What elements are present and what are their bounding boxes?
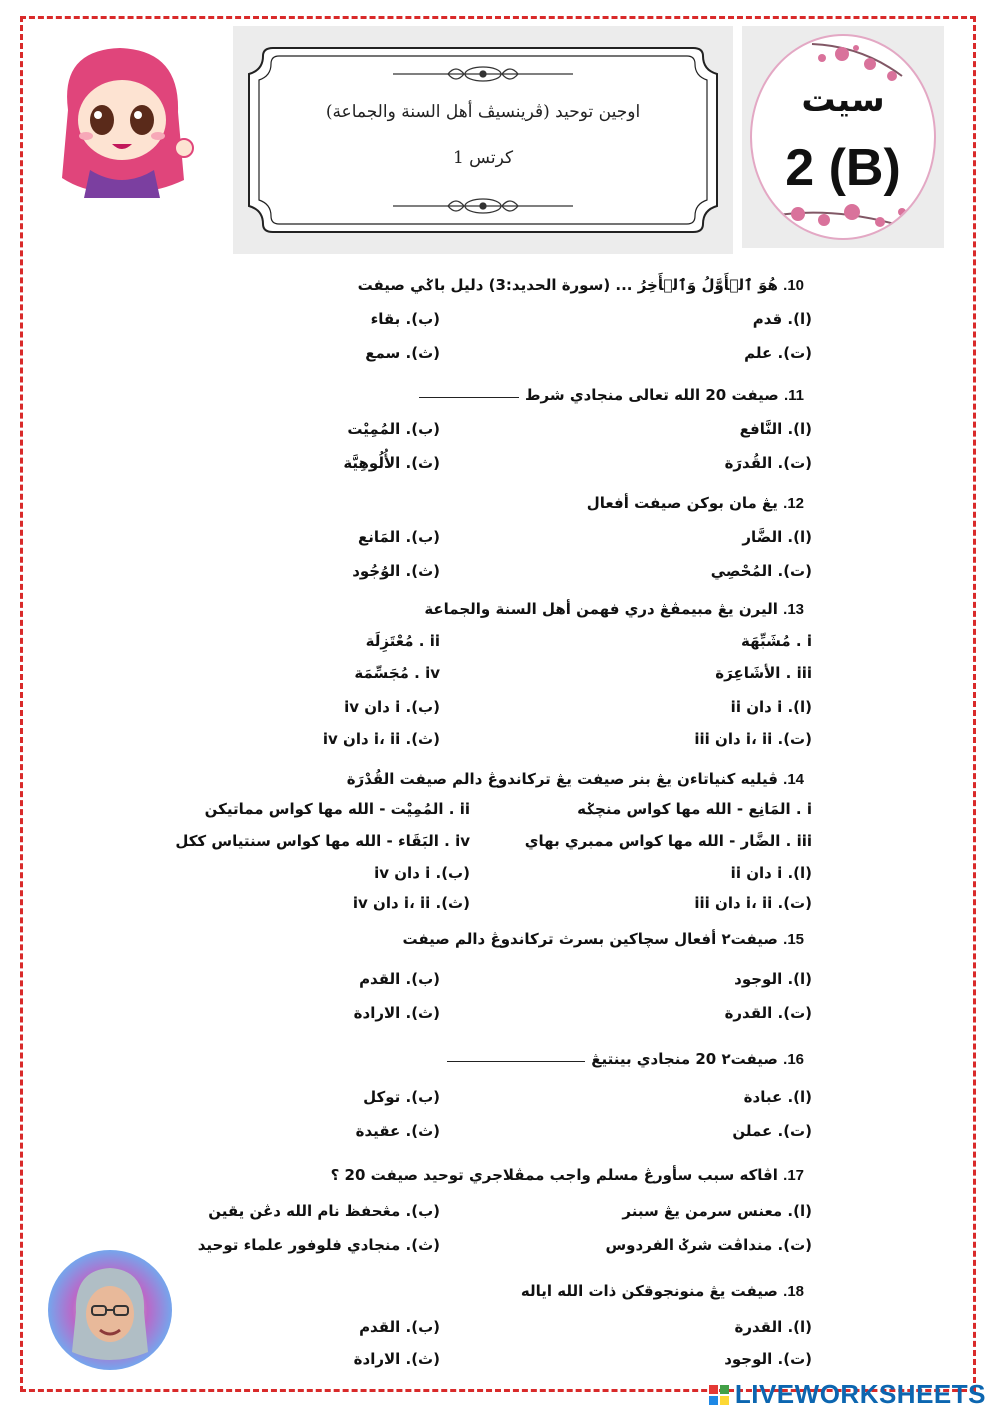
answer-option[interactable]: (ب). توکل [363, 1088, 440, 1106]
answer-option[interactable]: (ا). الوجود [734, 970, 812, 988]
answer-option[interactable]: (ث). الوُجُود [352, 562, 440, 580]
answer-option[interactable]: (ت). الوجود [724, 1350, 812, 1368]
question-number: 14. [783, 771, 804, 788]
statement-item: iv . البَقَاء - الله مها كواس سنتياس ککل [175, 832, 470, 850]
question-11 [419, 386, 804, 404]
question-text: صيفت٢ 20 منجادي بينتيڠ [591, 1050, 778, 1068]
statement-item: iv . مُجَسِّمَة [354, 664, 440, 682]
answer-option[interactable]: (ا). معنس سرمن يڠ سبنر [622, 1202, 812, 1220]
answer-option[interactable]: (ث). i، ii دان iv [352, 894, 470, 912]
answer-option[interactable]: (ث). الارادة [353, 1004, 440, 1022]
question-14 [347, 770, 804, 788]
answer-option[interactable]: (ت). القدرة [724, 1004, 812, 1022]
set-label-word: سيت [801, 80, 885, 120]
answer-option[interactable]: (ت). المُحْصِي [710, 562, 812, 580]
answer-option[interactable]: (ث). الارادة [353, 1350, 440, 1368]
answer-option[interactable]: (ا). عبادة [743, 1088, 812, 1106]
question-number: 12. [783, 495, 804, 512]
answer-option[interactable]: (ب). بقاء [370, 310, 440, 328]
answer-blank[interactable] [419, 397, 519, 398]
statement-item: i . المَانِع - الله مها كواس منچݢه [577, 800, 812, 818]
statement-item: iii . الضَّار - الله مها كواس ممبري بهاي [524, 832, 812, 850]
ornate-frame-icon [233, 26, 733, 254]
answer-option[interactable]: (ب). القدم [359, 970, 440, 988]
question-15 [402, 930, 804, 948]
set-badge-box [742, 26, 944, 248]
answer-option[interactable]: (ا). i دان ii [730, 864, 812, 882]
answer-option[interactable]: (ب). i دان iv [344, 698, 440, 716]
answer-option[interactable]: (ث). الأُلُوهِيَّة [343, 454, 440, 472]
girl-avatar-icon [50, 40, 200, 200]
question-text: ڤيليه کنياتاءن يڠ بنر صيفت يڠ ترکاندوڠ دالم صيفت القُدْرَة [346, 770, 778, 788]
question-text: اڤاکه سبب سأورڠ مسلم واجب ممڤلاجري توحيد صيفت 20 ؟ [330, 1166, 778, 1184]
question-number: 16. [783, 1051, 804, 1068]
worksheet-subtitle: كرتس 1 [452, 148, 514, 168]
question-number: 11. [783, 387, 804, 404]
set-label-code: 2 (B) [785, 139, 901, 197]
question-text: صيفت 20 الله تعالى منجادي شرط [524, 386, 779, 404]
answer-option[interactable]: (ب). مڠحفظ نام الله دڠن يقين [208, 1202, 440, 1220]
answer-option[interactable]: (ت). علم [744, 344, 812, 362]
question-text: هُوَ ٱلۡأَوَّلُ وَٱلۡأَخِرُ ... (سورة الحديد:3) دليل باݢي صيفت [357, 276, 778, 294]
answer-option[interactable]: (ب). القدم [359, 1318, 440, 1336]
answer-option[interactable]: (ب). المُمِيْت [347, 420, 440, 438]
statement-item: iii . الأشَاعِرَة [715, 664, 812, 682]
question-13 [424, 600, 804, 618]
answer-option[interactable]: (ت). عملن [732, 1122, 812, 1140]
question-17 [331, 1166, 804, 1184]
answer-option[interactable]: (ت). i، ii دان iii [694, 894, 812, 912]
question-text: اليرن يڠ مبيمڤڠ دري فهمن أهل السنة والجماعة [424, 600, 778, 618]
question-number: 17. [783, 1167, 804, 1184]
teacher-avatar-icon [46, 1248, 174, 1372]
liveworksheets-watermark [709, 1379, 986, 1410]
question-10 [358, 276, 804, 294]
answer-option[interactable]: (ا). i دان ii [730, 698, 812, 716]
answer-option[interactable]: (ث). منجادي فلوفور علماء توحيد [197, 1236, 440, 1254]
answer-option[interactable]: (ا). النَّافع [739, 420, 812, 438]
statement-item: ii . المُمِيْت - الله مها كواس مماتيکن [204, 800, 470, 818]
answer-option[interactable]: (ت). i، ii دان iii [694, 730, 812, 748]
statement-item: i . مُشَبِّهَة [741, 632, 812, 650]
watermark-logo-icon [709, 1385, 729, 1405]
question-number: 13. [783, 601, 804, 618]
answer-option[interactable]: (ث). i، ii دان iv [322, 730, 440, 748]
statement-item: ii . مُعْتَزِلَة [365, 632, 440, 650]
watermark-text: LIVEWORKSHEETS [734, 1379, 986, 1409]
answer-option[interactable]: (ت). منداڤت شرݢ الفردوس [605, 1236, 812, 1254]
question-number: 15. [783, 931, 804, 948]
question-12 [587, 494, 804, 512]
answer-option[interactable]: (ب). المَانع [357, 528, 440, 546]
question-number: 10. [783, 277, 804, 294]
answer-option[interactable]: (ب). i دان iv [374, 864, 470, 882]
question-16 [447, 1050, 804, 1068]
worksheet-title: اوجين توحيد (ڤرينسيڤ أهل السنة والجماعة) [325, 102, 641, 122]
question-text: صيفت يڠ منونجوقکن ذات الله اياله [520, 1282, 778, 1300]
answer-option[interactable]: (ث). عقيدة [355, 1122, 440, 1140]
question-number: 18. [783, 1283, 804, 1300]
answer-option[interactable]: (ث). سمع [365, 344, 440, 362]
set-badge-circle [750, 34, 936, 240]
answer-option[interactable]: (ت). القُدرَة [724, 454, 812, 472]
header-title-box [233, 26, 733, 254]
question-text: يڠ مان بوکن صيفت أفعال [586, 494, 778, 512]
answer-blank[interactable] [447, 1061, 585, 1062]
question-18 [521, 1282, 804, 1300]
answer-option[interactable]: (ا). القدرة [734, 1318, 812, 1336]
question-text: صيفت٢ أفعال سچاکين بسرث ترکاندوڠ دالم صيفت [402, 930, 778, 948]
answer-option[interactable]: (ا). الضَّار [742, 528, 812, 546]
answer-option[interactable]: (ا). قدم [752, 310, 812, 328]
